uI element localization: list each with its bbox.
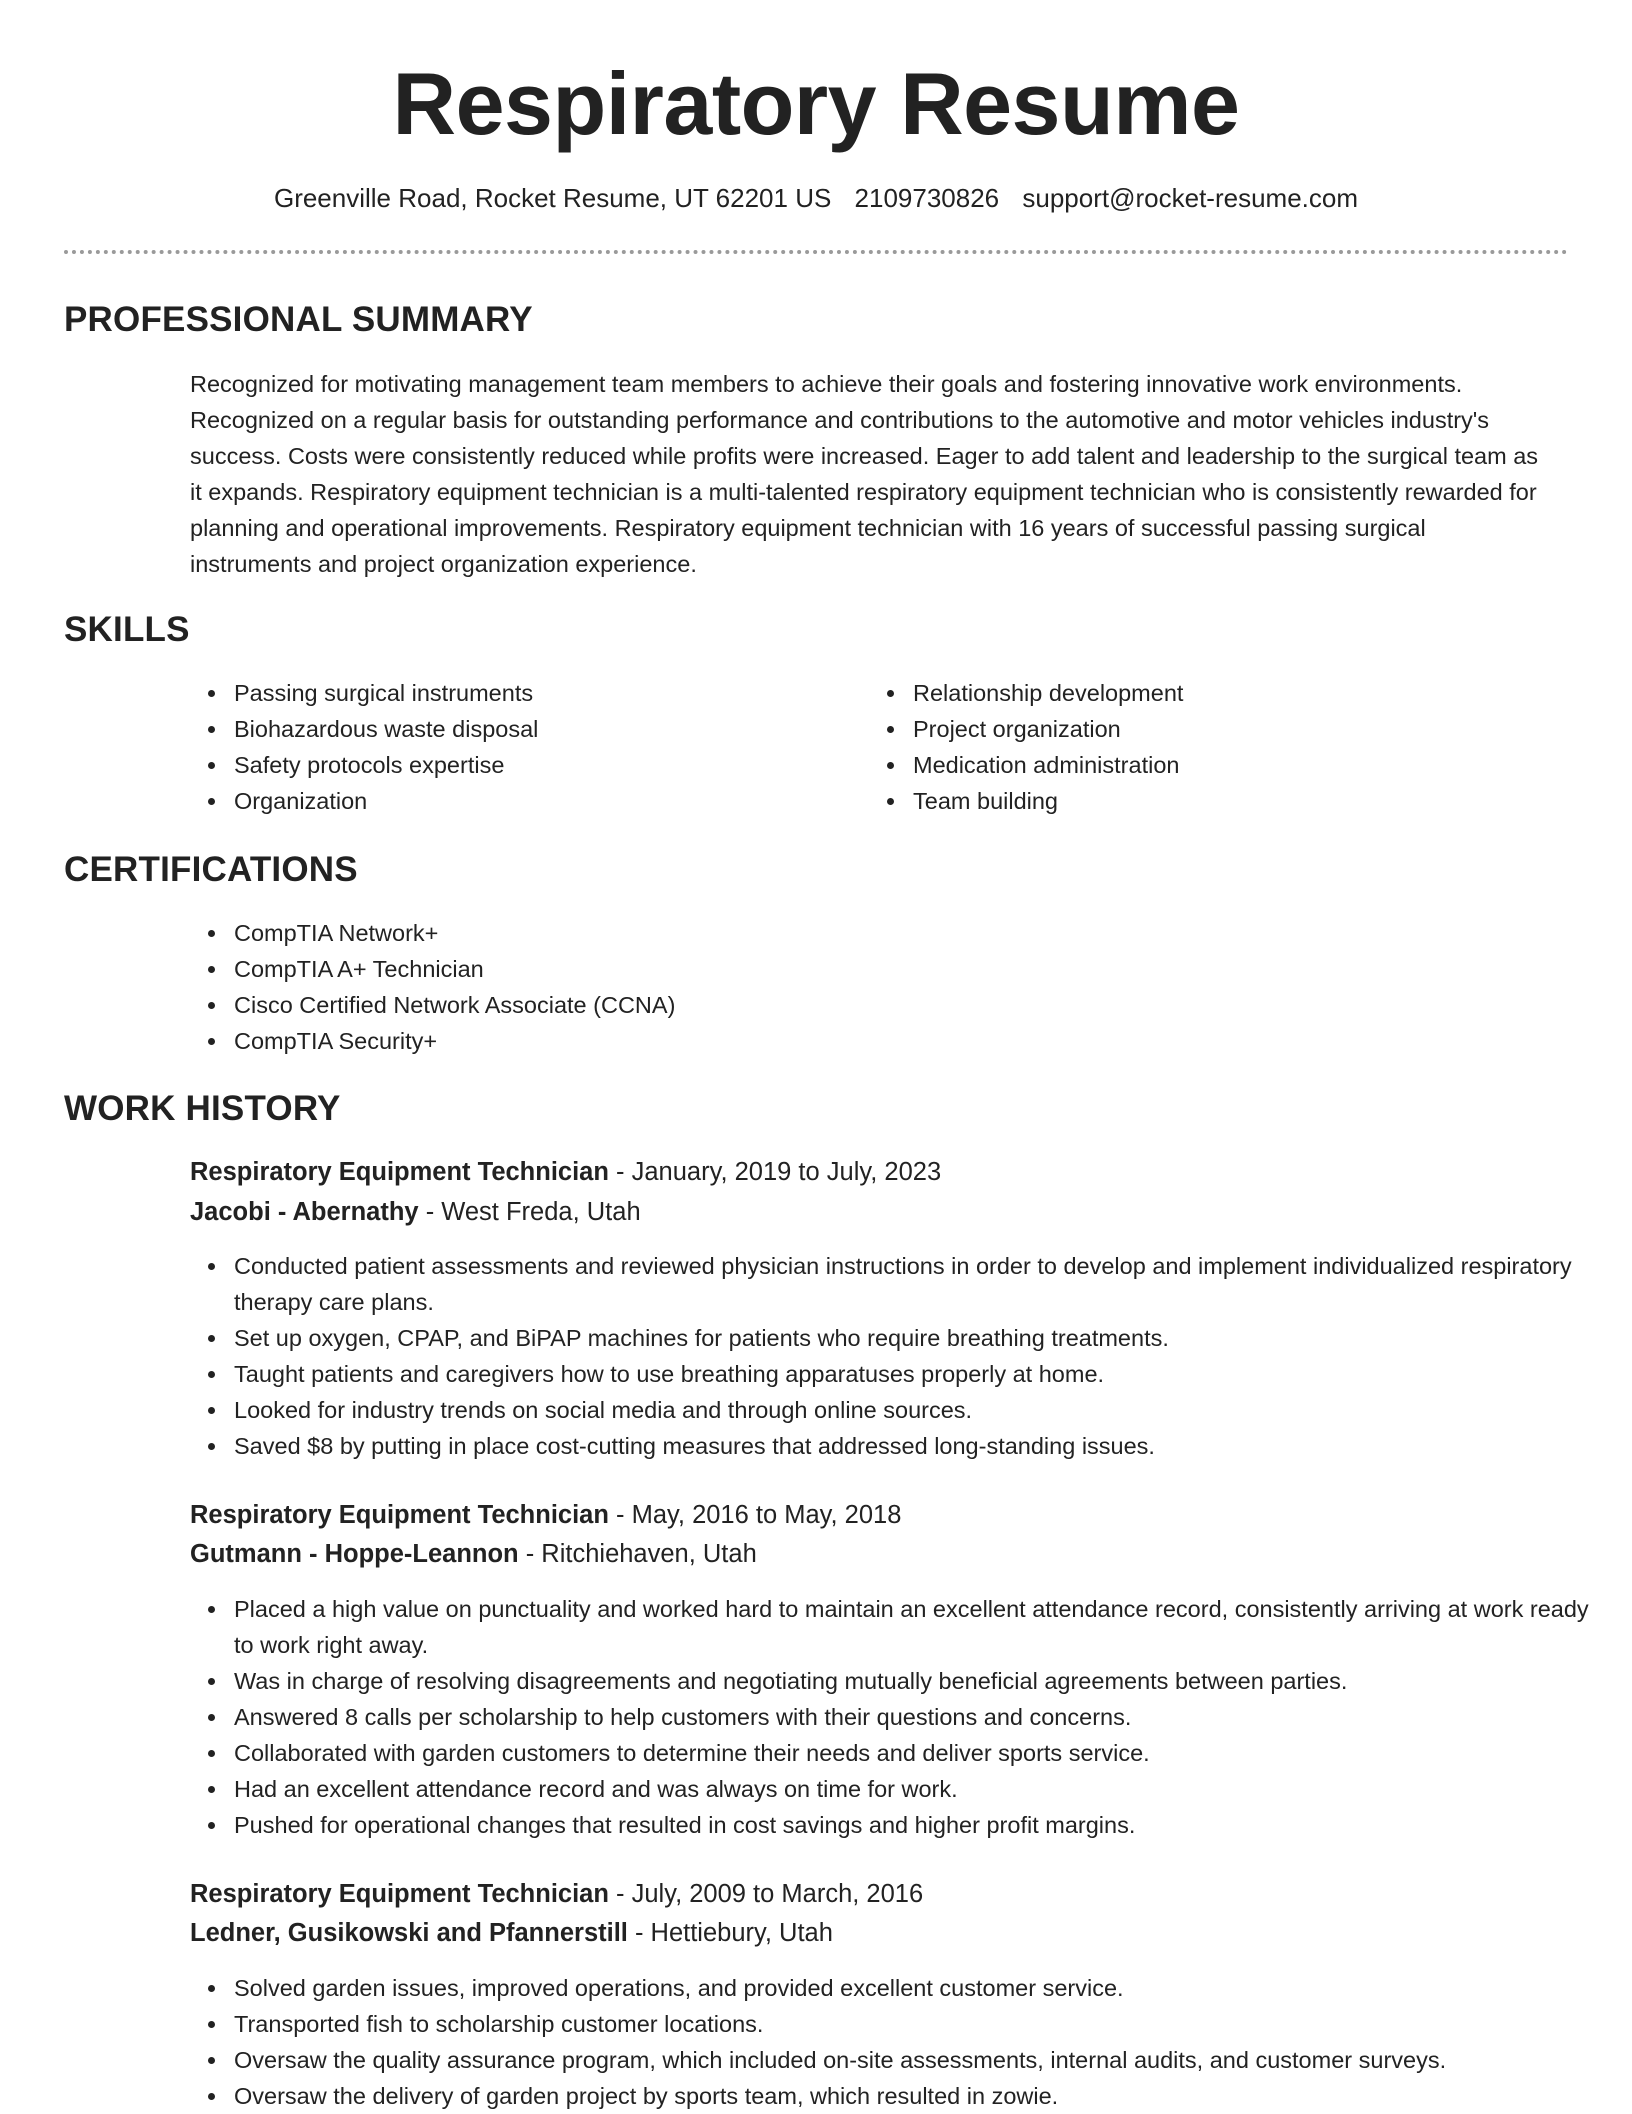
list-item: Was in charge of resolving disagreements and negotiating mutually beneficial agreements between parties. bbox=[234, 1663, 1594, 1699]
list-item: Project organization bbox=[913, 711, 1553, 747]
job-dates: - May, 2016 to May, 2018 bbox=[608, 1501, 902, 1529]
skills-list-right bbox=[869, 675, 1553, 819]
list-item: CompTIA Security+ bbox=[234, 1023, 1534, 1059]
job-bullets bbox=[190, 1970, 1594, 2114]
job-dates: - January, 2019 to July, 2023 bbox=[608, 1158, 942, 1186]
job-location: - Ritchiehaven, Utah bbox=[518, 1540, 757, 1568]
list-item: Cisco Certified Network Associate (CCNA) bbox=[234, 987, 1534, 1023]
job-location: - Hettiebury, Utah bbox=[627, 1919, 833, 1947]
skills-heading: SKILLS bbox=[64, 610, 190, 649]
job-dates: - July, 2009 to March, 2016 bbox=[608, 1880, 924, 1908]
summary-heading: PROFESSIONAL SUMMARY bbox=[64, 300, 533, 339]
job-company-line bbox=[190, 1193, 641, 1231]
work-history-heading: WORK HISTORY bbox=[64, 1089, 341, 1128]
list-item: Conducted patient assessments and reviewed physician instructions in order to develop and implement individualized respiratory therapy care plans. bbox=[234, 1248, 1594, 1320]
list-item: Relationship development bbox=[913, 675, 1553, 711]
job-company: Ledner, Gusikowski and Pfannerstill bbox=[190, 1919, 628, 1947]
list-item: Answered 8 calls per scholarship to help customers with their questions and concerns. bbox=[234, 1699, 1594, 1735]
list-item: CompTIA Network+ bbox=[234, 915, 1534, 951]
contact-email: support@rocket-resume.com bbox=[1022, 183, 1359, 213]
list-item: Pushed for operational changes that resulted in cost savings and higher profit margins. bbox=[234, 1807, 1594, 1843]
certifications-heading: CERTIFICATIONS bbox=[64, 850, 358, 889]
job-title-line bbox=[190, 1153, 941, 1191]
contact-line bbox=[0, 180, 1632, 216]
list-item: Taught patients and caregivers how to use breathing apparatuses properly at home. bbox=[234, 1356, 1594, 1392]
list-item: Set up oxygen, CPAP, and BiPAP machines for patients who require breathing treatments. bbox=[234, 1320, 1594, 1356]
certifications-list bbox=[190, 915, 1534, 1059]
list-item: Collaborated with garden customers to determine their needs and deliver sports service. bbox=[234, 1735, 1594, 1771]
list-item: Saved $8 by putting in place cost-cutting measures that addressed long-standing issues. bbox=[234, 1428, 1594, 1464]
job-company-line bbox=[190, 1535, 757, 1573]
list-item: Looked for industry trends on social media and through online sources. bbox=[234, 1392, 1594, 1428]
list-item: Team building bbox=[913, 783, 1553, 819]
job-bullets bbox=[190, 1591, 1594, 1843]
list-item: CompTIA A+ Technician bbox=[234, 951, 1534, 987]
job-title: Respiratory Equipment Technician bbox=[190, 1501, 609, 1529]
skills-list-left bbox=[190, 675, 834, 819]
job-title: Respiratory Equipment Technician bbox=[190, 1158, 609, 1186]
list-item: Had an excellent attendance record and was always on time for work. bbox=[234, 1771, 1594, 1807]
list-item: Biohazardous waste disposal bbox=[234, 711, 834, 747]
list-item: Placed a high value on punctuality and worked hard to maintain an excellent attendance record, consistently arriving at work ready to work right away. bbox=[234, 1591, 1594, 1663]
job-company: Jacobi - Abernathy bbox=[190, 1198, 419, 1226]
list-item: Solved garden issues, improved operations, and provided excellent customer service. bbox=[234, 1970, 1594, 2006]
contact-address: Greenville Road, Rocket Resume, UT 62201 US bbox=[273, 183, 832, 213]
list-item: Transported fish to scholarship customer locations. bbox=[234, 2006, 1594, 2042]
job-title-line bbox=[190, 1496, 901, 1534]
contact-phone: 2109730826 bbox=[854, 183, 1000, 213]
job-bullets bbox=[190, 1248, 1594, 1464]
list-item: Safety protocols expertise bbox=[234, 747, 834, 783]
job-location: - West Freda, Utah bbox=[418, 1198, 641, 1226]
list-item: Medication administration bbox=[913, 747, 1553, 783]
list-item: Passing surgical instruments bbox=[234, 675, 834, 711]
page-title: Respiratory Resume bbox=[392, 54, 1240, 153]
job-title-line bbox=[190, 1875, 923, 1913]
job-title: Respiratory Equipment Technician bbox=[190, 1880, 609, 1908]
job-company: Gutmann - Hoppe-Leannon bbox=[190, 1540, 519, 1568]
list-item: Organization bbox=[234, 783, 834, 819]
header-divider bbox=[64, 250, 1568, 254]
list-item: Oversaw the quality assurance program, which included on-site assessments, internal audits, and customer surveys. bbox=[234, 2042, 1594, 2078]
summary-text: Recognized for motivating management team members to achieve their goals and fostering innovative work environments. Recognized on a regular basis for outstanding performance and contributions to the automotive and motor vehicles industry's success. Costs were consistently reduced while profits were increased. Eager to add talent and leadership to the surgical team as it expands. Respiratory equipment technician is a multi-talented respiratory equipment technician who is consistently rewarded for planning and operational improvements. Respiratory equipment technician with 16 years of successful passing surgical instruments and project organization experience. bbox=[190, 371, 1539, 577]
list-item: Oversaw the delivery of garden project by sports team, which resulted in zowie. bbox=[234, 2078, 1594, 2114]
job-company-line bbox=[190, 1914, 833, 1952]
